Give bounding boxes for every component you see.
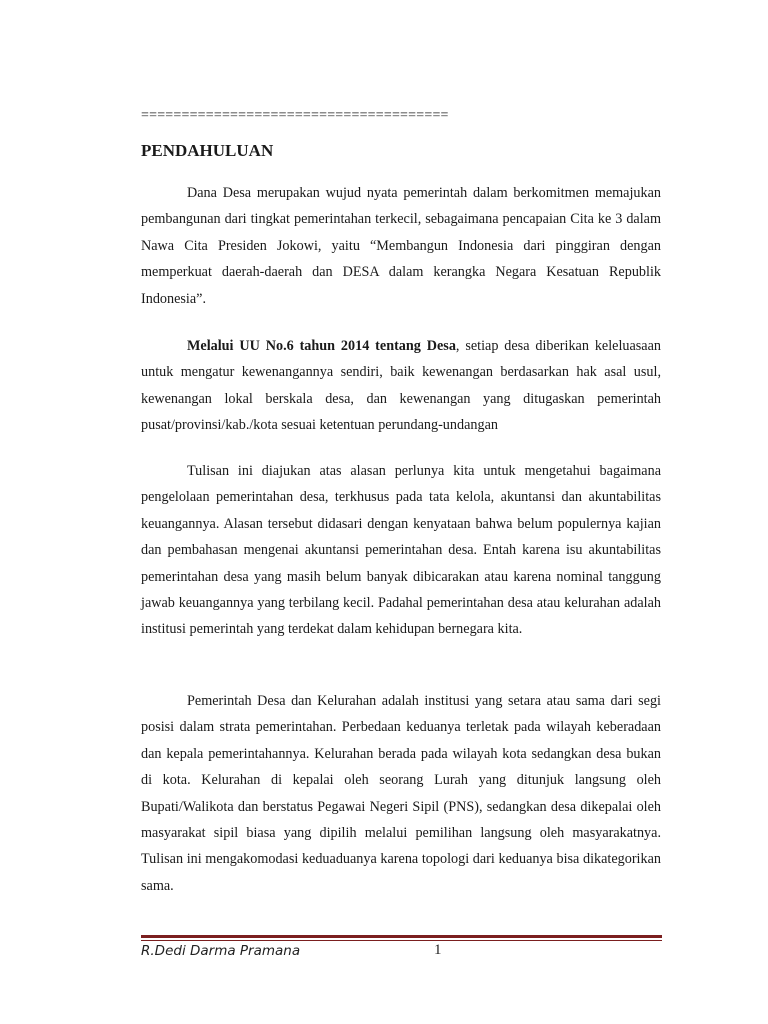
paragraph-dana-desa: Dana Desa merupakan wujud nyata pemerintah dalam berkomitmen memajukan pembangunan dari tingkat pemerintahan terkecil, sebagaimana pencapaian Cita ke 3 dalam Nawa Cita Presiden Jokowi, yaitu “Membangun Indonesia dari pinggiran dengan memperkuat daerah-daerah dan DESA dalam kerangka Negara Kesatuan Republik Indonesia”. xyxy=(141,185,661,307)
footer-rule-thick xyxy=(141,935,662,938)
paragraph-tulisan: Tulisan ini diajukan atas alasan perlunya kita untuk mengetahui bagaimana pengelolaan pemerintahan desa, terkhusus pada tata kelola, akuntansi dan akuntabilitas keuangannya. Alasan tersebut didasari dengan kenyataan bahwa belum populernya kajian dan pembahasan mengenai akuntansi pemerintahan desa. Entah karena isu akuntabilitas pemerintahan desa yang masih belum banyak dibicarakan atau karena nominal tanggung jawab keuangannya yang terbilang kecil. Padahal pemerintahan desa atau kelurahan adalah institusi pemerintah yang terdekat dalam kehidupan bernegara kita. xyxy=(141,463,661,638)
paragraph-uu-desa-bold: Melalui UU No.6 tahun 2014 tentang Desa xyxy=(187,338,456,354)
page-number: 1 xyxy=(434,942,442,958)
footer-author: R.Dedi Darma Pramana xyxy=(141,943,301,959)
footer-rule-thin xyxy=(141,940,662,941)
paragraph-uu-desa xyxy=(141,333,661,439)
paragraph-uu-desa-rest: , setiap desa diberikan keleluasaan untuk mengatur kewenangannya sendiri, baik kewenangan berdasarkan hak asal usul, kewenangan lokal berskala desa, dan kewenangan yang ditugaskan pemerintah pusat/provinsi/kab./kota sesuai ketentuan perundang-undangan xyxy=(141,338,661,434)
paragraph-pemerintah-desa: Pemerintah Desa dan Kelurahan adalah institusi yang setara atau sama dari segi posisi dalam strata pemerintahan. Perbedaan keduanya terletak pada wilayah keberadaan dan kepala pemerintahannya. Kelurahan berada pada wilayah kota sedangkan desa bukan di kota. Kelurahan di kepalai oleh seorang Lurah yang ditunjuk langsung oleh Bupati/Walikota dan berstatus Pegawai Negeri Sipil (PNS), sedangkan desa dikepalai oleh masyarakat sipil biasa yang dipilih melalui pemilihan langsung oleh masyarakatnya. Tulisan ini mengakomodasi keduaduanya karena topologi dari keduanya bisa dikategorikan sama. xyxy=(141,693,661,894)
section-heading: PENDAHULUAN xyxy=(141,141,274,160)
separator-line: ====================================== xyxy=(141,108,449,123)
